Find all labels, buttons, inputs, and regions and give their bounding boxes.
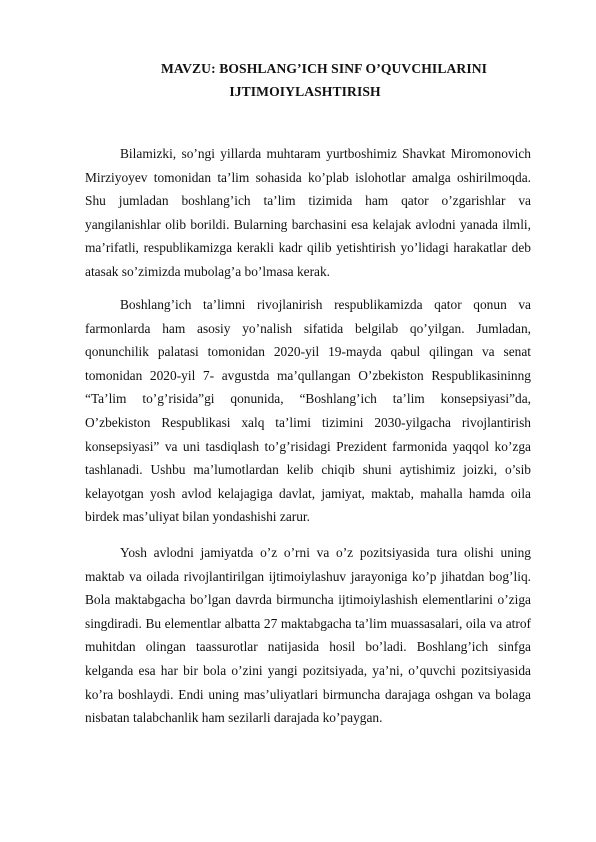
paragraph-1: Bilamizki, so’ngi yillarda muhtaram yurtboshimiz Shavkat Miromonovich Mirziyoyev tomonidan ta’lim sohasida ko’plab islohotlar amalga oshirilmoqda. Shu jumladan boshlang’ich ta’lim tizimida ham qator o’zgarishlar va yangilanishlar olib borildi. Bularning barchasini esa kelajak avlodni yanada ilmli, ma’rifatli, respublikamizga kerakli kadr qilib yetishtirish yo’lidagi harakatlar deb atasak so’zimizda mubolag’a bo’lmasa kerak. <box>85 146 531 279</box>
document-title-line-2: IJTIMOIYLASHTIRISH <box>229 84 381 99</box>
paragraph-3-block <box>85 541 531 730</box>
paragraph-2: Boshlang’ich ta’limni rivojlanirish respublikamizda qator qonun va farmonlarda ham asosiy yo’nalish sifatida belgilab qo’yilgan. Jumladan, qonunchilik palatasi tomonidan 2020-yil 19-mayda qabul qilingan va senat tomonidan 2020-yil 7- avgustda ma’qullangan O’zbekiston Respublikasininng “Ta’lim to’g’risida”gi qonunida, “Boshlang’ich ta’lim konsepsiyasi”da, O’zbekiston Respublikasi xalq ta’limi tizimini 2030-yilgacha rivojlantirish konsepsiyasi” va uni tasdiqlash to’g’risidagi Prezident farmonida yaqqol ko’zga tashlanadi. Ushbu ma’lumotlardan kelib chiqib shuni aytishimiz joizki, o’sib kelayotgan yosh avlod kelajagiga davlat, jamiyat, maktab, mahalla hamda oila birdek mas’uliyat bilan yondashishi zarur. <box>85 297 531 525</box>
paragraph-1-block <box>85 142 531 284</box>
paragraph-2-block <box>85 293 531 529</box>
document-title-line-1: MAVZU: BOSHLANG’ICH SINF O’QUVCHILARINI <box>160 61 488 76</box>
paragraph-3: Yosh avlodni jamiyatda o’z o’rni va o’z pozitsiyasida tura olishi uning maktab va oilada rivojlantirilgan ijtimoiylashuv jarayoniga ko’p jihatdan bog’liq. Bola maktabgacha bo’lgan davrda birmuncha ijtimoiylashish elementlarini o’ziga singdiradi. Bu elementlar albatta 27 maktabgacha ta’lim muassasalari, oila va atrof muhitdan olingan taassurotlar natijasida hosil bo’ladi. Boshlang’ich sinfga kelganda esa har bir bola o’zini yangi pozitsiyada, ya’ni, o’quvchi pozitsiyasida ko’ra boshlaydi. Endi uning mas’uliyatlari birmuncha darajaga oshgan va bolaga nisbatan talabchanlik ham sezilarli darajada ko’paygan. <box>85 545 531 726</box>
